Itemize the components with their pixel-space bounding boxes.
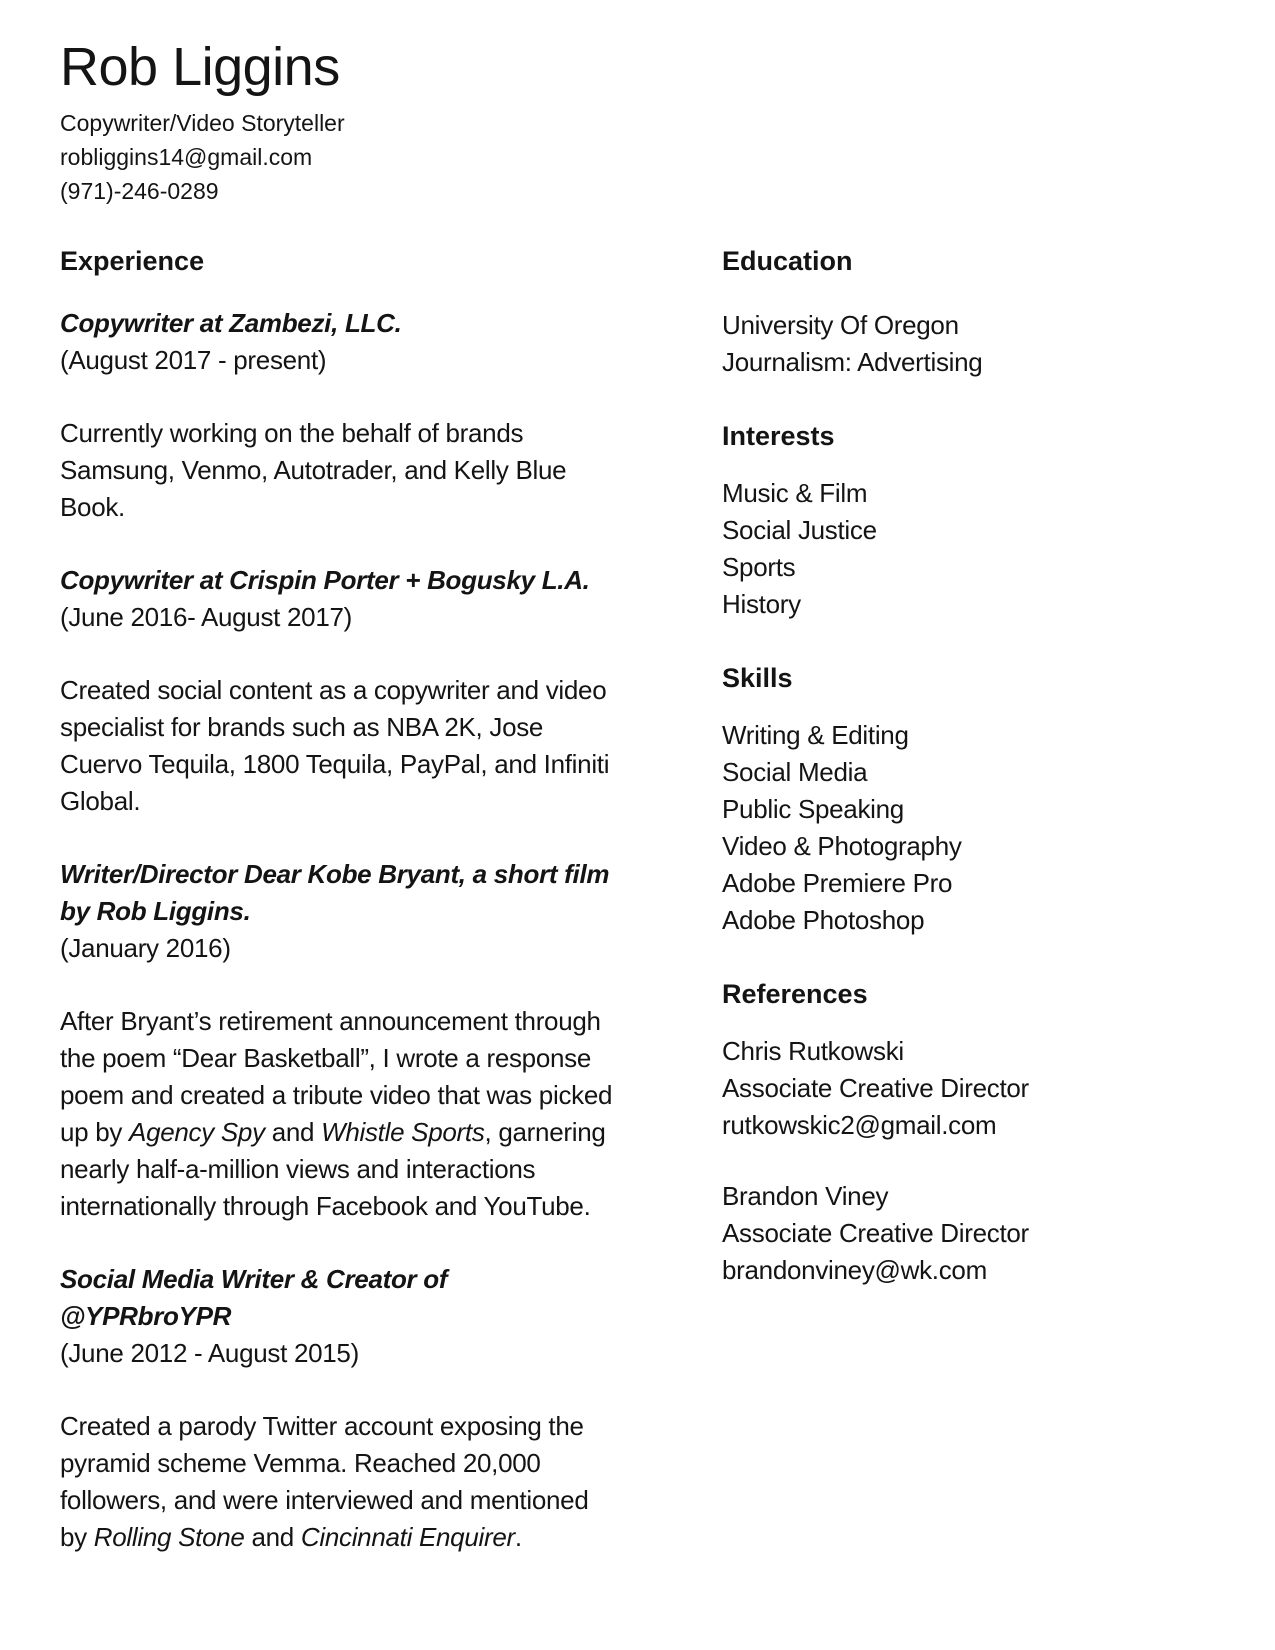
phone-text: (971)-246-0289 [60, 178, 219, 204]
skill-item: Writing & Editing [722, 720, 909, 750]
publication-name: Cincinnati Enquirer [300, 1522, 515, 1552]
job-description [60, 1408, 620, 1556]
interest-item: History [722, 589, 801, 619]
job-title: Writer/Director Dear Kobe Bryant, a short film by Rob Liggins. [60, 859, 610, 926]
education-item: Journalism: Advertising [722, 347, 983, 377]
reference-name: Chris Rutkowski [722, 1036, 904, 1066]
job-entry [60, 856, 620, 1225]
resume-name: Rob Liggins [60, 37, 340, 97]
description-text: and [244, 1522, 301, 1552]
skill-item: Adobe Premiere Pro [722, 868, 953, 898]
reference-email: brandonviney@wk.com [722, 1255, 987, 1285]
job-title: Copywriter at Crispin Porter + Bogusky L.A. [60, 565, 590, 595]
reference-entry [722, 1178, 1222, 1289]
job-description: Created social content as a copywriter and video specialist for brands such as NBA 2K, Jose Cuervo Tequila, 1800 Tequila, PayPal, and Infiniti Global. [60, 675, 610, 816]
education-item: University Of Oregon [722, 310, 959, 340]
job-title: Copywriter at Zambezi, LLC. [60, 308, 402, 338]
sidebar-column [722, 244, 1222, 1289]
skill-item: Social Media [722, 757, 868, 787]
interest-item: Music & Film [722, 478, 868, 508]
education-section [722, 244, 1222, 381]
job-dates: (January 2016) [60, 933, 231, 963]
interests-heading: Interests [722, 421, 835, 451]
job-entry [60, 1261, 620, 1556]
interest-item: Sports [722, 552, 796, 582]
publication-name: Rolling Stone [93, 1522, 245, 1552]
publication-name: Whistle Sports [321, 1117, 485, 1147]
experience-section [60, 244, 620, 1592]
skill-item: Public Speaking [722, 794, 904, 824]
interest-item: Social Justice [722, 515, 877, 545]
references-heading: References [722, 979, 868, 1009]
skills-section [722, 661, 1222, 939]
contact-block [60, 106, 345, 208]
job-description [60, 1003, 620, 1225]
description-text: Created a parody Twitter account exposing the pyramid scheme Vemma. Reached 20,000 followers, and were interviewed and mentioned by [60, 1411, 589, 1552]
reference-email: rutkowskic2@gmail.com [722, 1110, 997, 1140]
job-dates: (June 2012 - August 2015) [60, 1338, 359, 1368]
skills-heading: Skills [722, 663, 793, 693]
education-heading: Education [722, 246, 853, 276]
reference-entry [722, 1033, 1222, 1144]
reference-title: Associate Creative Director [722, 1073, 1029, 1103]
job-title: Social Media Writer & Creator of @YPRbroYPR [60, 1264, 448, 1331]
job-entry [60, 305, 620, 526]
reference-name: Brandon Viney [722, 1181, 889, 1211]
skill-item: Adobe Photoshop [722, 905, 925, 935]
description-text: . [514, 1522, 522, 1552]
references-section [722, 977, 1222, 1289]
description-text: After Bryant’s retirement announcement through the poem “Dear Basketball”, I wrote a response poem and created a tribute video that was picked up by [60, 1006, 613, 1147]
interests-section [722, 419, 1222, 623]
description-text: and [264, 1117, 322, 1147]
job-description: Currently working on the behalf of brands Samsung, Venmo, Autotrader, and Kelly Blue Book. [60, 418, 567, 522]
job-entry [60, 562, 620, 820]
experience-heading: Experience [60, 246, 205, 276]
reference-title: Associate Creative Director [722, 1218, 1029, 1248]
job-dates: (August 2017 - present) [60, 345, 327, 375]
role-text: Copywriter/Video Storyteller [60, 110, 345, 136]
email-text: robliggins14@gmail.com [60, 144, 313, 170]
description-text: , garnering nearly half-a-million views and interactions internationally through Facebook and YouTube. [60, 1117, 606, 1221]
publication-name: Agency Spy [129, 1117, 265, 1147]
job-dates: (June 2016- August 2017) [60, 602, 353, 632]
skill-item: Video & Photography [722, 831, 962, 861]
